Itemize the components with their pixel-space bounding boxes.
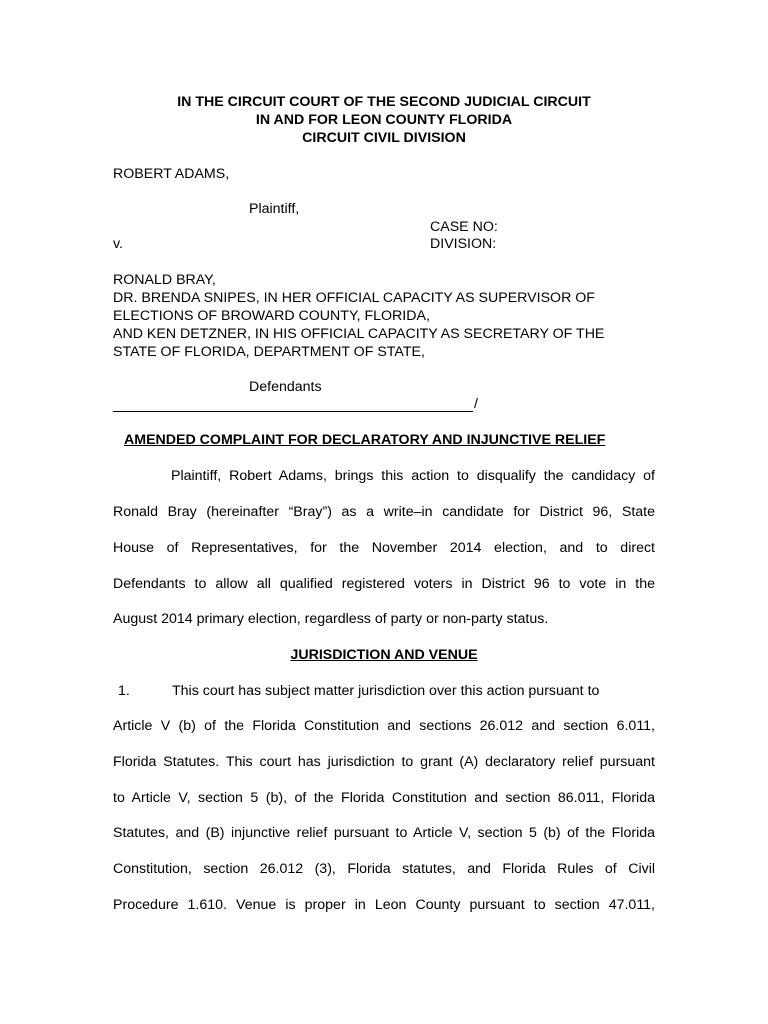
case-no-label: CASE NO: xyxy=(430,219,498,235)
paragraph-1-line-1: This court has subject matter jurisdiction over this action pursuant to xyxy=(172,683,600,699)
plaintiff-name: ROBERT ADAMS, xyxy=(113,166,230,182)
court-heading-line-3: CIRCUIT CIVIL DIVISION xyxy=(302,130,466,146)
paragraph-number: 1. xyxy=(118,683,130,699)
caption-slash: / xyxy=(474,396,478,412)
court-heading-line-1: IN THE CIRCUIT COURT OF THE SECOND JUDICIAL CIRCUIT xyxy=(177,94,591,110)
division-label: DIVISION: xyxy=(430,236,497,252)
paragraph-1-line-7: Procedure 1.610. Venue is proper in Leon County pursuant to section 47.011, xyxy=(113,897,655,913)
paragraph-1-line-5: Statutes, and (B) injunctive relief pursuant to Article V, section 5 (b) of the Florida xyxy=(113,825,655,841)
paragraph-1-line-4: to Article V, section 5 (b), of the Florida Constitution and section 86.011, Florida xyxy=(113,790,655,806)
defendant-line-1: RONALD BRAY, xyxy=(113,272,216,288)
paragraph-1-line-3: Florida Statutes. This court has jurisdiction to grant (A) declaratory relief pursuant xyxy=(113,754,655,770)
defendant-line-3: ELECTIONS OF BROWARD COUNTY, FLORIDA, xyxy=(113,308,430,324)
defendants-label: Defendants xyxy=(249,379,322,395)
section-heading: JURISDICTION AND VENUE xyxy=(290,647,478,663)
paragraph-1-line-2: Article V (b) of the Florida Constitution and sections 26.012 and section 6.011, xyxy=(113,718,655,734)
document-title: AMENDED COMPLAINT FOR DECLARATORY AND INJUNCTIVE RELIEF xyxy=(124,432,606,448)
defendant-line-2: DR. BRENDA SNIPES, IN HER OFFICIAL CAPACITY AS SUPERVISOR OF xyxy=(113,290,595,306)
intro-line-2: Ronald Bray (hereinafter “Bray”) as a write–in candidate for District 96, State xyxy=(113,504,655,520)
defendant-line-4: AND KEN DETZNER, IN HIS OFFICIAL CAPACITY AS SECRETARY OF THE xyxy=(113,326,605,342)
versus-label: v. xyxy=(113,236,123,252)
intro-line-4: Defendants to allow all qualified registered voters in District 96 to vote in the xyxy=(113,576,655,592)
intro-line-5: August 2014 primary election, regardless of party or non-party status. xyxy=(113,611,549,627)
intro-line-3: House of Representatives, for the November 2014 election, and to direct xyxy=(113,540,655,556)
court-heading-line-2: IN AND FOR LEON COUNTY FLORIDA xyxy=(255,112,513,128)
defendant-line-5: STATE OF FLORIDA, DEPARTMENT OF STATE, xyxy=(113,344,425,360)
plaintiff-label: Plaintiff, xyxy=(249,201,300,217)
paragraph-1-line-6: Constitution, section 26.012 (3), Florida statutes, and Florida Rules of Civil xyxy=(113,861,655,877)
intro-line-1: Plaintiff, Robert Adams, brings this action to disqualify the candidacy of xyxy=(171,468,655,484)
caption-rule xyxy=(113,411,473,412)
